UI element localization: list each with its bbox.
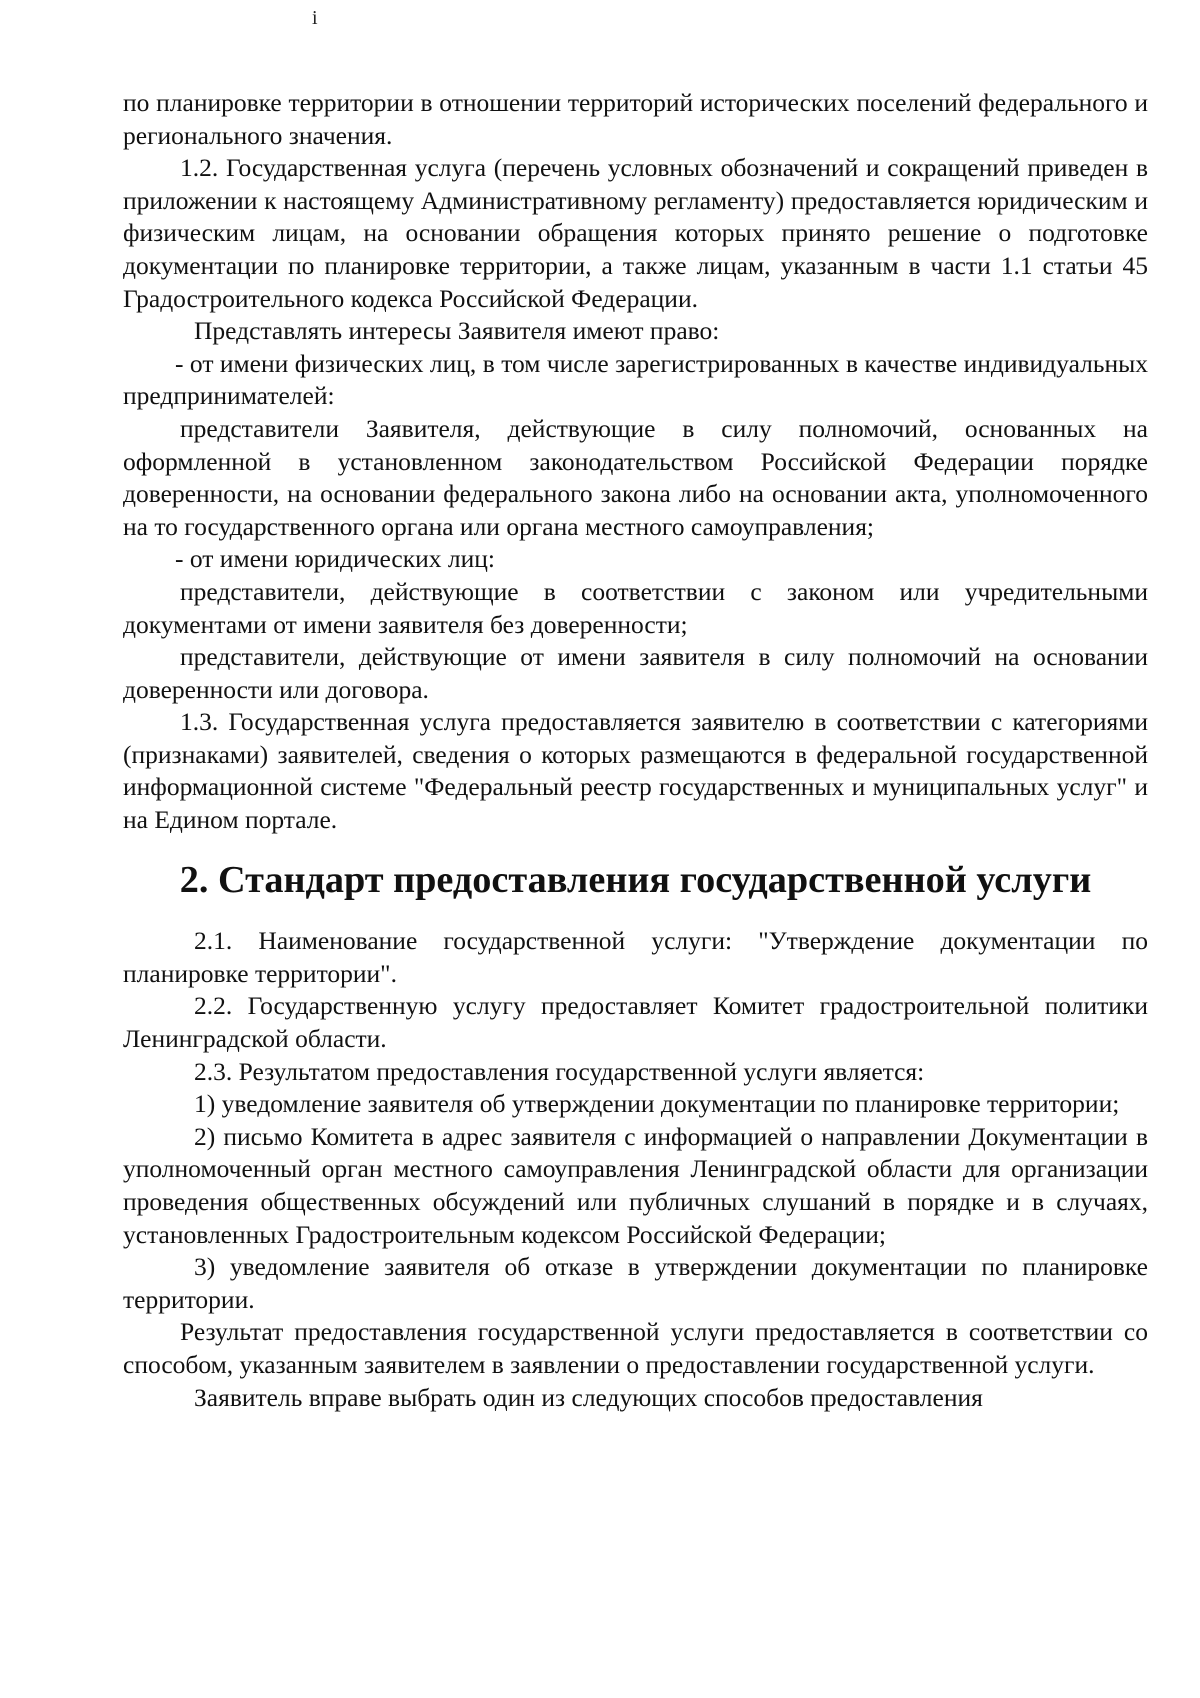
paragraph: - от имени юридических лиц: [175, 544, 495, 574]
section-heading: 2. Стандарт предоставления государственной услуги [179, 858, 1092, 901]
section-1-continuation [123, 87, 1148, 837]
paragraph: 1) уведомление заявителя об утверждении документации по планировке территории; [194, 1089, 1120, 1119]
document-body [123, 87, 1148, 1414]
paragraph: 2.1. Наименование государственной услуги: "Утверждение документации по планировке территории". [123, 926, 1148, 988]
page-mark: і [312, 7, 318, 29]
paragraph: представители, действующие в соответствии с законом или учредительными документами от имени заявителя без доверенности; [123, 576, 1148, 639]
paragraph: - от имени физических лиц, в том числе зарегистрированных в качестве индивидуальных предпринимателей: [123, 348, 1148, 411]
paragraph: 2.2. Государственную услугу предоставляет Комитет градостроительной политики Ленинградской области. [123, 991, 1148, 1054]
paragraph: 2) письмо Комитета в адрес заявителя с информацией о направлении Документации в уполномоченный орган местного самоуправления Ленинградской области для организации проведения общественных обсуждений или публичных слушаний в порядке и в случаях, установленных Градостроительным кодексом Российской Федерации; [123, 1121, 1148, 1249]
paragraph: Представлять интересы Заявителя имеют право: [194, 316, 720, 346]
paragraph: Заявитель вправе выбрать один из следующих способов предоставления [194, 1382, 983, 1412]
paragraph: по планировке территории в отношении территорий исторических поселений федерального и регионального значения. [123, 88, 1148, 150]
paragraph: 1.2. Государственная услуга (перечень условных обозначений и сокращений приведен в приложении к настоящему Административному регламенту) предоставляется юридическим и физическим лицам, на основании обращения которых принято решение о подготовке документации по планировке территории, а также лицам, указанным в части 1.1 статьи 45 Градостроительного кодекса Российской Федерации. [123, 153, 1148, 313]
paragraph: представители, действующие от имени заявителя в силу полномочий на основании доверенности или договора. [123, 642, 1148, 704]
section-2-body [123, 925, 1148, 1414]
paragraph: 1.3. Государственная услуга предоставляется заявителю в соответствии с категориями (признаками) заявителей, сведения о которых размещаются в федеральной государственной информационной системе "Федеральный реестр государственных и муниципальных услуг" и на Едином портале. [123, 707, 1148, 835]
paragraph: Результат предоставления государственной услуги предоставляется в соответствии со способом, указанным заявителем в заявлении о предоставлении государственной услуги. [123, 1317, 1148, 1379]
paragraph: 2.3. Результатом предоставления государственной услуги является: [194, 1056, 925, 1086]
paragraph: 3) уведомление заявителя об отказе в утверждении документации по планировке территории. [123, 1252, 1148, 1314]
paragraph: представители Заявителя, действующие в силу полномочий, основанных на оформленной в установленном законодательством Российской Федерации порядке доверенности, на основании федерального закона либо на основании акта, уполномоченного на то государственного органа или органа местного самоуправления; [123, 413, 1148, 541]
